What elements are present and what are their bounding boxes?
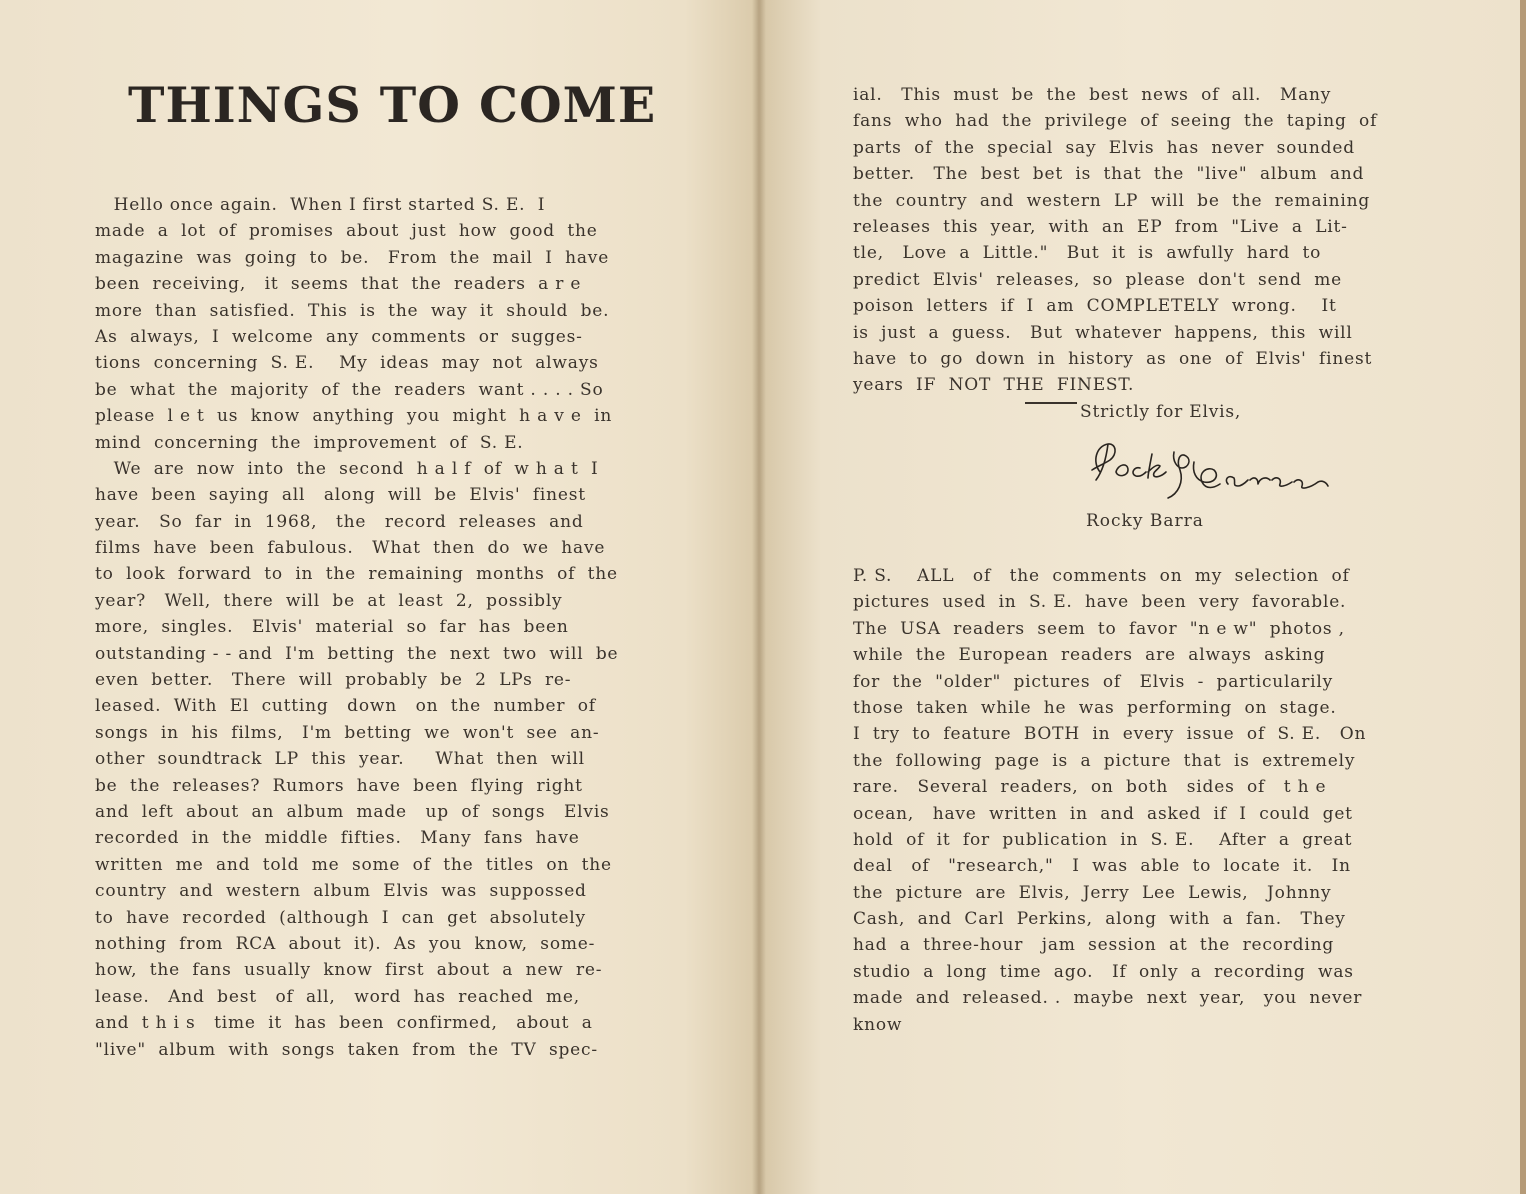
emphasis-underline <box>1025 402 1077 404</box>
text-line: predict Elvis' releases, so please don't send me <box>853 269 1343 290</box>
text-line: pictures used in S. E. have been very favorable. <box>853 592 1347 613</box>
text-line: films have been fabulous. What then do we have <box>95 538 606 559</box>
text-line: years IF NOT THE FINEST. <box>853 375 1135 396</box>
text-line: the following page is a picture that is extremely <box>853 750 1356 771</box>
text-line: The USA readers seem to favor "n e w" photos , <box>853 618 1345 639</box>
binding-gutter <box>752 0 766 1194</box>
text-line: country and western album Elvis was suppossed <box>95 881 587 902</box>
text-line: made and released. . maybe next year, you never <box>853 988 1363 1009</box>
text-line: more than satisfied. This is the way it should be. <box>95 300 610 321</box>
text-line: while the European readers are always asking <box>853 645 1326 666</box>
text-line: tle, Love a Little." But it is awfully hard to <box>853 243 1322 264</box>
text-line: made a lot of promises about just how good the <box>95 221 598 242</box>
text-line: is just a guess. But whatever happens, this will <box>853 322 1353 343</box>
text-line: ocean, have written in and asked if I could get <box>853 803 1353 824</box>
text-line: please l e t us know anything you might h a v e in <box>95 406 613 427</box>
text-line: know <box>853 1014 903 1035</box>
text-line: I try to feature BOTH in every issue of S. E. On <box>853 724 1367 745</box>
author-name: Rocky Barra <box>1086 511 1204 531</box>
text-line: parts of the special say Elvis has never sounded <box>853 137 1355 158</box>
text-line: mind concerning the improvement of S. E. <box>95 432 524 453</box>
text-line: songs in his films, I'm betting we won't see an- <box>95 722 600 743</box>
text-line: poison letters if I am COMPLETELY wrong. It <box>853 296 1337 317</box>
left-column-text <box>95 192 680 1063</box>
right-column-text <box>853 82 1443 399</box>
text-line: outstanding - - and I'm betting the next two will be <box>95 643 619 664</box>
text-line: be the releases? Rumors have been flying right <box>95 775 583 796</box>
text-line: have been saying all along will be Elvis' finest <box>95 485 586 506</box>
text-line: "live" album with songs taken from the TV spec- <box>95 1039 598 1060</box>
text-line: deal of "research," I was able to locate it. In <box>853 856 1351 877</box>
text-line: P. S. ALL of the comments on my selection of <box>853 566 1350 586</box>
text-line: even better. There will probably be 2 LPs re- <box>95 670 572 691</box>
page-edge <box>1520 0 1526 1194</box>
postscript-text <box>853 563 1443 1038</box>
handwritten-signature <box>1082 432 1332 512</box>
text-line: the picture are Elvis, Jerry Lee Lewis, Johnny <box>853 882 1332 903</box>
text-line: to look forward to in the remaining months of the <box>95 564 618 585</box>
text-line: those taken while he was performing on stage. <box>853 697 1337 718</box>
text-line: releases this year, with an EP from "Live a Lit- <box>853 216 1348 237</box>
closing-line: Strictly for Elvis, <box>1080 402 1242 422</box>
text-line: rare. Several readers, on both sides of t h e <box>853 777 1327 798</box>
text-line: year. So far in 1968, the record releases and <box>95 511 584 532</box>
text-line: have to go down in history as one of Elvis' finest <box>853 348 1373 369</box>
text-line: tions concerning S. E. My ideas may not always <box>95 353 599 374</box>
text-line: and t h i s time it has been confirmed, about a <box>95 1013 593 1034</box>
text-line: studio a long time ago. If only a recording was <box>853 961 1354 982</box>
text-line: recorded in the middle fifties. Many fans have <box>95 828 580 849</box>
text-line: hold of it for publication in S. E. After a great <box>853 829 1353 850</box>
text-line: magazine was going to be. From the mail I have <box>95 247 610 268</box>
text-line: nothing from RCA about it). As you know, some- <box>95 933 596 954</box>
text-line: and left about an album made up of songs Elvis <box>95 801 610 822</box>
text-line: the country and western LP will be the remaining <box>853 190 1371 211</box>
text-line: for the "older" pictures of Elvis - particularily <box>853 671 1334 692</box>
text-line: Hello once again. When I first started S. E. I <box>95 195 546 215</box>
text-line: more, singles. Elvis' material so far has been <box>95 617 569 638</box>
text-line: written me and told me some of the titles on the <box>95 854 612 875</box>
text-line: be what the majority of the readers want . . . . So <box>95 379 604 400</box>
article-heading: THINGS TO COME <box>128 76 657 134</box>
text-line: ial. This must be the best news of all. Many <box>853 85 1332 105</box>
text-line: As always, I welcome any comments or sugges- <box>95 326 583 347</box>
text-line: year? Well, there will be at least 2, possibly <box>95 590 563 611</box>
text-line: fans who had the privilege of seeing the taping of <box>853 111 1378 132</box>
text-line: Cash, and Carl Perkins, along with a fan. They <box>853 909 1346 930</box>
text-line: been receiving, it seems that the readers a r e <box>95 274 582 295</box>
text-line: leased. With El cutting down on the number of <box>95 696 596 717</box>
text-line: to have recorded (although I can get absolutely <box>95 907 586 928</box>
text-line: We are now into the second h a l f of w h a t I <box>95 458 599 479</box>
text-line: how, the fans usually know first about a new re- <box>95 960 603 981</box>
text-line: lease. And best of all, word has reached me, <box>95 986 580 1007</box>
text-line: better. The best bet is that the "live" album and <box>853 164 1365 185</box>
text-line: other soundtrack LP this year. What then will <box>95 749 585 770</box>
text-line: had a three-hour jam session at the recording <box>853 935 1334 956</box>
